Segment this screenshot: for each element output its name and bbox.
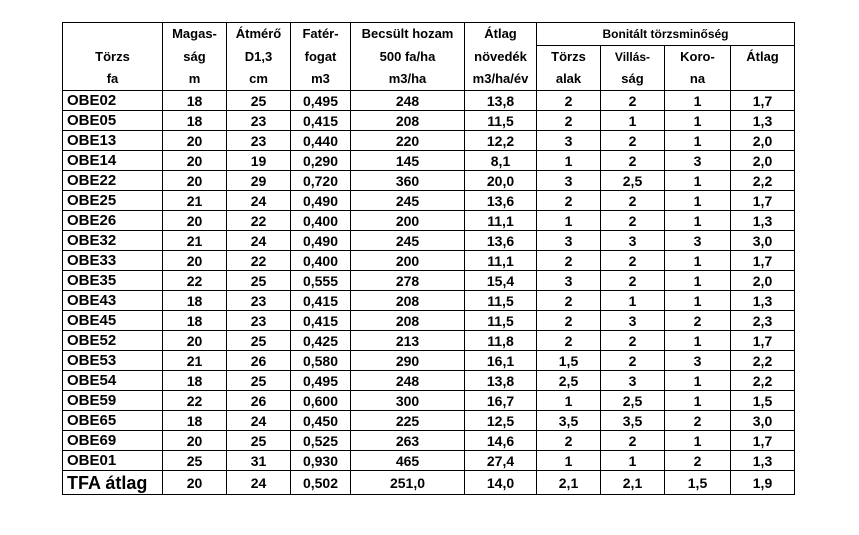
yield-cell: 145: [351, 151, 465, 171]
forking-cell: 3: [601, 311, 665, 331]
average-cell: 2,2: [731, 171, 795, 191]
diameter-cell: 22: [227, 251, 291, 271]
crown-cell: 1: [665, 131, 731, 151]
crown-cell: 2: [665, 451, 731, 471]
volume-cell: 0,415: [291, 111, 351, 131]
stem-form-cell: 1,5: [537, 351, 601, 371]
header-hozam-2: 500 fa/ha: [351, 46, 465, 69]
crown-cell: 1: [665, 271, 731, 291]
height-cell: 21: [163, 231, 227, 251]
tree-id-cell: OBE01: [63, 451, 163, 471]
forking-cell: 3: [601, 231, 665, 251]
header-torzsalak-1: Törzs: [537, 46, 601, 69]
volume-cell: 0,525: [291, 431, 351, 451]
tree-id-cell: OBE25: [63, 191, 163, 211]
yield-cell: 278: [351, 271, 465, 291]
height-cell: 21: [163, 191, 227, 211]
increment-cell: 14,0: [465, 471, 537, 495]
header-atmero-3: cm: [227, 68, 291, 91]
crown-cell: 3: [665, 351, 731, 371]
volume-cell: 0,495: [291, 91, 351, 111]
stem-form-cell: 1: [537, 151, 601, 171]
forking-cell: 2: [601, 251, 665, 271]
yield-cell: 300: [351, 391, 465, 411]
header-magassag-1: Magas-: [163, 23, 227, 46]
increment-cell: 12,2: [465, 131, 537, 151]
forking-cell: 1: [601, 111, 665, 131]
average-cell: 2,0: [731, 151, 795, 171]
header-novedek-2: növedék: [465, 46, 537, 69]
crown-cell: 1: [665, 91, 731, 111]
tree-id-cell: OBE14: [63, 151, 163, 171]
volume-cell: 0,425: [291, 331, 351, 351]
height-cell: 18: [163, 411, 227, 431]
header-magassag-2: ság: [163, 46, 227, 69]
yield-cell: 200: [351, 251, 465, 271]
crown-cell: 1: [665, 331, 731, 351]
diameter-cell: 25: [227, 431, 291, 451]
volume-cell: 0,490: [291, 231, 351, 251]
forking-cell: 2: [601, 211, 665, 231]
increment-cell: 8,1: [465, 151, 537, 171]
forking-cell: 1: [601, 451, 665, 471]
yield-cell: 248: [351, 371, 465, 391]
volume-cell: 0,720: [291, 171, 351, 191]
tree-id-cell: OBE33: [63, 251, 163, 271]
stem-form-cell: 3: [537, 271, 601, 291]
table-row: [63, 271, 795, 291]
forking-cell: 3,5: [601, 411, 665, 431]
diameter-cell: 24: [227, 411, 291, 431]
stem-form-cell: 2: [537, 191, 601, 211]
volume-cell: 0,400: [291, 251, 351, 271]
volume-cell: 0,450: [291, 411, 351, 431]
tree-id-cell: OBE13: [63, 131, 163, 151]
volume-cell: 0,600: [291, 391, 351, 411]
tree-id-cell: TFA átlag: [63, 471, 163, 495]
header-magassag-3: m: [163, 68, 227, 91]
average-row: [63, 471, 795, 495]
increment-cell: 20,0: [465, 171, 537, 191]
table-row: [63, 151, 795, 171]
crown-cell: 1: [665, 111, 731, 131]
average-cell: 2,2: [731, 351, 795, 371]
increment-cell: 13,8: [465, 371, 537, 391]
stem-form-cell: 1: [537, 451, 601, 471]
table-row: [63, 411, 795, 431]
yield-cell: 225: [351, 411, 465, 431]
average-cell: 1,3: [731, 211, 795, 231]
increment-cell: 13,6: [465, 191, 537, 211]
yield-cell: 263: [351, 431, 465, 451]
height-cell: 21: [163, 351, 227, 371]
diameter-cell: 23: [227, 311, 291, 331]
forking-cell: 2: [601, 91, 665, 111]
diameter-cell: 23: [227, 111, 291, 131]
stem-form-cell: 2,1: [537, 471, 601, 495]
crown-cell: 1: [665, 371, 731, 391]
crown-cell: 1: [665, 191, 731, 211]
stem-form-cell: 3: [537, 131, 601, 151]
header-atlag: Átlag: [731, 46, 795, 69]
increment-cell: 11,1: [465, 251, 537, 271]
table-row: [63, 391, 795, 411]
table-row: [63, 351, 795, 371]
tree-id-cell: OBE45: [63, 311, 163, 331]
tree-data-table: [62, 22, 795, 495]
increment-cell: 27,4: [465, 451, 537, 471]
average-cell: 1,7: [731, 251, 795, 271]
average-cell: 1,7: [731, 191, 795, 211]
forking-cell: 3: [601, 371, 665, 391]
crown-cell: 1: [665, 431, 731, 451]
forking-cell: 2,5: [601, 391, 665, 411]
stem-form-cell: 2: [537, 331, 601, 351]
header-fatergfogat-3: m3: [291, 68, 351, 91]
height-cell: 20: [163, 251, 227, 271]
volume-cell: 0,440: [291, 131, 351, 151]
tree-id-cell: OBE32: [63, 231, 163, 251]
stem-form-cell: 3: [537, 231, 601, 251]
average-cell: 3,0: [731, 411, 795, 431]
table-row: [63, 291, 795, 311]
table-row: [63, 431, 795, 451]
header-atmero-2: D1,3: [227, 46, 291, 69]
height-cell: 18: [163, 311, 227, 331]
increment-cell: 16,7: [465, 391, 537, 411]
forking-cell: 2: [601, 151, 665, 171]
table-row: [63, 131, 795, 151]
stem-form-cell: 2: [537, 251, 601, 271]
average-cell: 3,0: [731, 231, 795, 251]
increment-cell: 11,8: [465, 331, 537, 351]
header-hozam-1: Becsült hozam: [351, 23, 465, 46]
height-cell: 20: [163, 131, 227, 151]
header-novedek-3: m3/ha/év: [465, 68, 537, 91]
average-cell: 1,3: [731, 451, 795, 471]
volume-cell: 0,502: [291, 471, 351, 495]
stem-form-cell: 3,5: [537, 411, 601, 431]
header-torzsalak-2: alak: [537, 68, 601, 91]
diameter-cell: 26: [227, 351, 291, 371]
header-korona-2: na: [665, 68, 731, 91]
yield-cell: 360: [351, 171, 465, 191]
header-fatergfogat-1: Fatér-: [291, 23, 351, 46]
crown-cell: 1: [665, 211, 731, 231]
forking-cell: 2: [601, 191, 665, 211]
tree-id-cell: OBE69: [63, 431, 163, 451]
header-torzs-2: Törzs: [63, 46, 163, 69]
forking-cell: 2: [601, 271, 665, 291]
header-bonitalt: Bonitált törzsminőség: [537, 23, 795, 46]
volume-cell: 0,400: [291, 211, 351, 231]
height-cell: 18: [163, 371, 227, 391]
stem-form-cell: 2: [537, 291, 601, 311]
yield-cell: 220: [351, 131, 465, 151]
volume-cell: 0,415: [291, 311, 351, 331]
height-cell: 25: [163, 451, 227, 471]
diameter-cell: 24: [227, 191, 291, 211]
yield-cell: 290: [351, 351, 465, 371]
yield-cell: 213: [351, 331, 465, 351]
tree-id-cell: OBE54: [63, 371, 163, 391]
average-cell: 1,7: [731, 331, 795, 351]
header-torzs-1: [63, 23, 163, 46]
yield-cell: 200: [351, 211, 465, 231]
height-cell: 22: [163, 391, 227, 411]
yield-cell: 465: [351, 451, 465, 471]
stem-form-cell: 1: [537, 391, 601, 411]
forking-cell: 1: [601, 291, 665, 311]
average-cell: 2,2: [731, 371, 795, 391]
crown-cell: 3: [665, 151, 731, 171]
table-row: [63, 191, 795, 211]
yield-cell: 251,0: [351, 471, 465, 495]
table-row: [63, 91, 795, 111]
header-villassag-1: Villás-: [601, 46, 665, 69]
yield-cell: 208: [351, 311, 465, 331]
tree-id-cell: OBE52: [63, 331, 163, 351]
table-row: [63, 371, 795, 391]
table-row: [63, 171, 795, 191]
increment-cell: 14,6: [465, 431, 537, 451]
volume-cell: 0,290: [291, 151, 351, 171]
header-fatergfogat-2: fogat: [291, 46, 351, 69]
increment-cell: 13,6: [465, 231, 537, 251]
table-row: [63, 311, 795, 331]
table-row: [63, 211, 795, 231]
diameter-cell: 22: [227, 211, 291, 231]
increment-cell: 11,5: [465, 111, 537, 131]
stem-form-cell: 2,5: [537, 371, 601, 391]
diameter-cell: 25: [227, 271, 291, 291]
header-villassag-2: ság: [601, 68, 665, 91]
diameter-cell: 25: [227, 331, 291, 351]
tree-id-cell: OBE35: [63, 271, 163, 291]
yield-cell: 245: [351, 231, 465, 251]
tree-id-cell: OBE22: [63, 171, 163, 191]
table-row: [63, 251, 795, 271]
header-torzs-3: fa: [63, 68, 163, 91]
header-atmero-1: Átmérő: [227, 23, 291, 46]
tree-id-cell: OBE02: [63, 91, 163, 111]
crown-cell: 1: [665, 251, 731, 271]
height-cell: 20: [163, 331, 227, 351]
forking-cell: 2: [601, 131, 665, 151]
crown-cell: 2: [665, 411, 731, 431]
average-cell: 2,3: [731, 311, 795, 331]
volume-cell: 0,495: [291, 371, 351, 391]
yield-cell: 248: [351, 91, 465, 111]
crown-cell: 1: [665, 391, 731, 411]
volume-cell: 0,555: [291, 271, 351, 291]
header-atlag-blank: [731, 68, 795, 91]
average-cell: 1,3: [731, 291, 795, 311]
volume-cell: 0,580: [291, 351, 351, 371]
increment-cell: 11,1: [465, 211, 537, 231]
forking-cell: 2,1: [601, 471, 665, 495]
average-cell: 1,9: [731, 471, 795, 495]
average-cell: 1,7: [731, 91, 795, 111]
diameter-cell: 25: [227, 91, 291, 111]
diameter-cell: 23: [227, 291, 291, 311]
yield-cell: 208: [351, 111, 465, 131]
crown-cell: 1: [665, 171, 731, 191]
table-row: [63, 331, 795, 351]
crown-cell: 1: [665, 291, 731, 311]
height-cell: 20: [163, 211, 227, 231]
volume-cell: 0,930: [291, 451, 351, 471]
forking-cell: 2: [601, 431, 665, 451]
height-cell: 20: [163, 151, 227, 171]
diameter-cell: 23: [227, 131, 291, 151]
increment-cell: 15,4: [465, 271, 537, 291]
increment-cell: 12,5: [465, 411, 537, 431]
header-korona-1: Koro-: [665, 46, 731, 69]
crown-cell: 3: [665, 231, 731, 251]
stem-form-cell: 2: [537, 111, 601, 131]
height-cell: 20: [163, 431, 227, 451]
height-cell: 20: [163, 171, 227, 191]
height-cell: 20: [163, 471, 227, 495]
table-row: [63, 111, 795, 131]
stem-form-cell: 3: [537, 171, 601, 191]
crown-cell: 2: [665, 311, 731, 331]
yield-cell: 245: [351, 191, 465, 211]
forking-cell: 2: [601, 351, 665, 371]
height-cell: 22: [163, 271, 227, 291]
stem-form-cell: 1: [537, 211, 601, 231]
average-cell: 1,5: [731, 391, 795, 411]
height-cell: 18: [163, 291, 227, 311]
yield-cell: 208: [351, 291, 465, 311]
tree-id-cell: OBE26: [63, 211, 163, 231]
stem-form-cell: 2: [537, 431, 601, 451]
forking-cell: 2,5: [601, 171, 665, 191]
table-row: [63, 451, 795, 471]
tree-id-cell: OBE65: [63, 411, 163, 431]
diameter-cell: 25: [227, 371, 291, 391]
increment-cell: 11,5: [465, 291, 537, 311]
crown-cell: 1,5: [665, 471, 731, 495]
tree-id-cell: OBE05: [63, 111, 163, 131]
stem-form-cell: 2: [537, 311, 601, 331]
diameter-cell: 19: [227, 151, 291, 171]
diameter-cell: 29: [227, 171, 291, 191]
table-row: [63, 231, 795, 251]
header-novedek-1: Átlag: [465, 23, 537, 46]
tree-id-cell: OBE53: [63, 351, 163, 371]
height-cell: 18: [163, 111, 227, 131]
diameter-cell: 31: [227, 451, 291, 471]
diameter-cell: 26: [227, 391, 291, 411]
average-cell: 2,0: [731, 131, 795, 151]
volume-cell: 0,490: [291, 191, 351, 211]
average-cell: 1,7: [731, 431, 795, 451]
increment-cell: 11,5: [465, 311, 537, 331]
increment-cell: 16,1: [465, 351, 537, 371]
header-hozam-3: m3/ha: [351, 68, 465, 91]
average-cell: 1,3: [731, 111, 795, 131]
tree-id-cell: OBE43: [63, 291, 163, 311]
average-cell: 2,0: [731, 271, 795, 291]
diameter-cell: 24: [227, 471, 291, 495]
stem-form-cell: 2: [537, 91, 601, 111]
volume-cell: 0,415: [291, 291, 351, 311]
increment-cell: 13,8: [465, 91, 537, 111]
forking-cell: 2: [601, 331, 665, 351]
height-cell: 18: [163, 91, 227, 111]
diameter-cell: 24: [227, 231, 291, 251]
tree-id-cell: OBE59: [63, 391, 163, 411]
